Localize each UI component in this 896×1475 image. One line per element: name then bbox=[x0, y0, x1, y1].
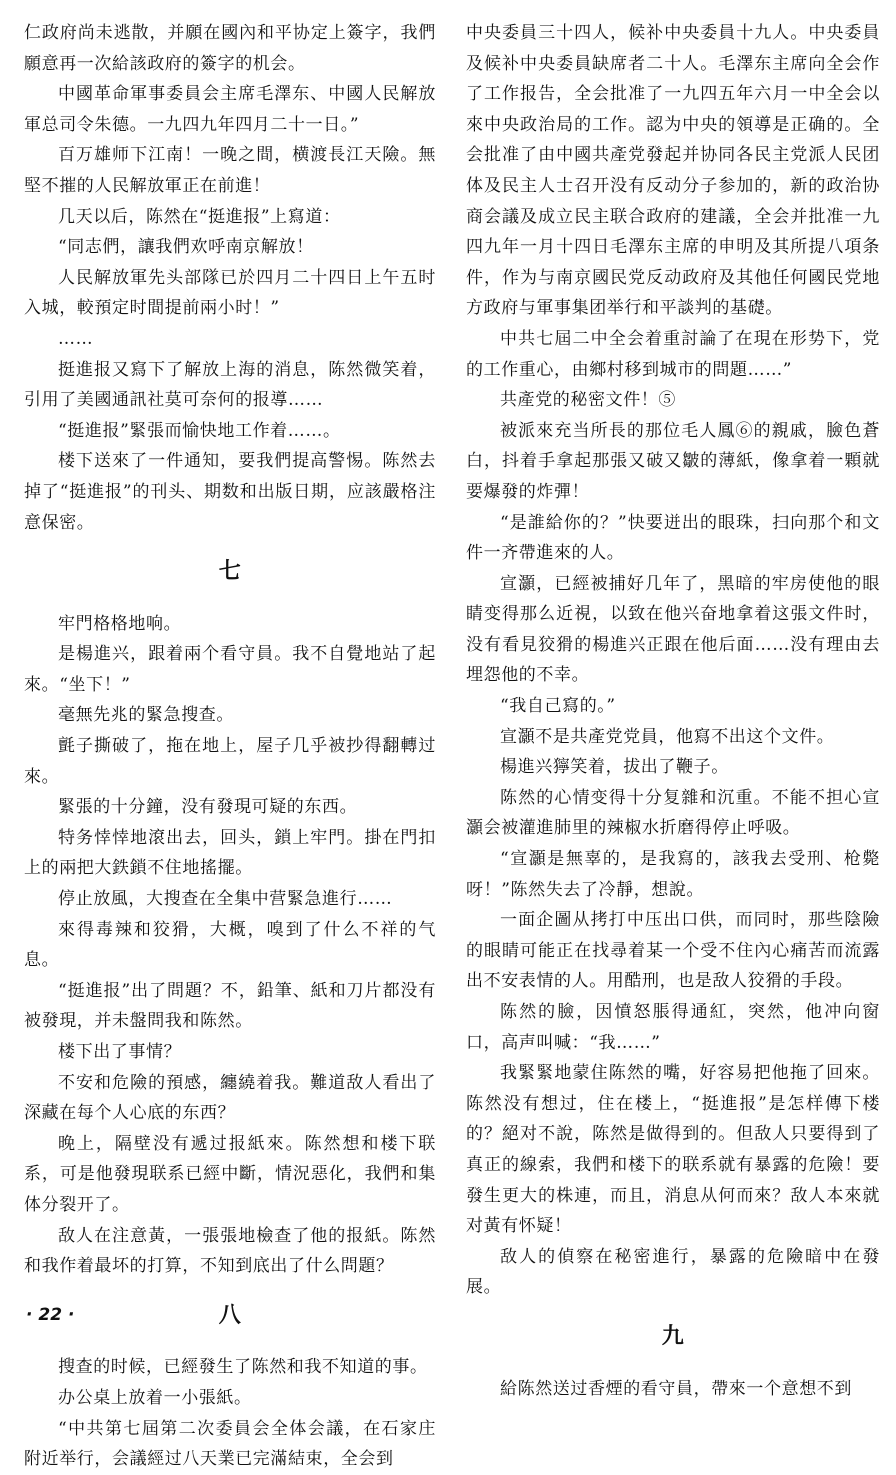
paragraph: 我緊緊地蒙住陈然的嘴，好容易把他拖了回來。陈然没有想过，住在楼上，“挺進报”是怎样傳下楼的？絕对不說，陈然是做得到的。但敌人只要得到了真正的線索，我們和楼下的联系就有暴露的危險！要發生更大的株連，而且，消息从何而來？敌人本來就对黃有怀疑！ bbox=[466, 1063, 880, 1237]
paragraph: 毫無先兆的緊急搜查。 bbox=[58, 705, 234, 726]
paragraph: “宣灝是無辜的，是我寫的，該我去受刑、枪斃呀！”陈然失去了冷靜，想說。 bbox=[466, 849, 880, 900]
paragraph: “挺進报”緊張而愉快地工作着……。 bbox=[58, 420, 341, 441]
paragraph: 楼下出了事情？ bbox=[58, 1042, 182, 1062]
paragraph: 給陈然送过香煙的看守員，帶來一个意想不到 bbox=[500, 1378, 852, 1399]
page-number: · 22 · bbox=[26, 1305, 75, 1325]
paragraph: 氈子撕破了，拖在地上，屋子几乎被抄得翻轉过來。 bbox=[24, 736, 436, 787]
paragraph: 办公桌上放着一小張紙。 bbox=[58, 1387, 252, 1408]
paragraph: 陈然的臉，因憤怒脹得通紅，突然，他冲向窗口，高声叫喊：“我……” bbox=[466, 1002, 880, 1053]
paragraph: “中共第七屆第二次委員会全体会議，在石家庄附近举行，会議經过八天業已完滿結束，全会到 bbox=[24, 1418, 436, 1470]
paragraph: 特务悻悻地滾出去，回头，鎖上牢門。掛在門扣上的兩把大鉄鎖不住地搖擺。 bbox=[24, 827, 436, 879]
paragraph: 敌人在注意黃，一張張地檢查了他的报紙。陈然和我作着最坏的打算，不知到底出了什么問題？ bbox=[24, 1225, 436, 1277]
paragraph: 緊張的十分鐘，没有發現可疑的东西。 bbox=[58, 797, 358, 818]
paragraph: 是楊進兴，跟着兩个看守員。我不自覺地站了起來。“坐下！” bbox=[24, 644, 436, 695]
paragraph: “同志們，讓我們欢呼南京解放！ bbox=[58, 237, 314, 258]
paragraph: 百万雄师下江南！一晚之間，横渡長江天險。無堅不摧的人民解放軍正在前進！ bbox=[24, 145, 436, 196]
paragraph: 敌人的偵察在秘密進行，暴露的危險暗中在發展。 bbox=[466, 1246, 880, 1298]
paragraph: 停止放風，大搜查在全集中营緊急進行…… bbox=[58, 889, 393, 910]
paragraph: “我自己寫的。” bbox=[500, 696, 616, 717]
paragraph: 宣灝不是共產党党員，他寫不出这个文件。 bbox=[500, 726, 835, 747]
paragraph: 搜查的时候，已經發生了陈然和我不知道的事。 bbox=[58, 1357, 428, 1378]
paragraph: “挺進报”出了問題？不，鉛筆、紙和刀片都没有被發現，并未盤問我和陈然。 bbox=[24, 980, 436, 1032]
right-text-column bbox=[466, 18, 880, 1404]
paragraph: 不安和危險的預感，纏繞着我。難道敌人看出了深藏在每个人心底的东西？ bbox=[24, 1072, 436, 1124]
paragraph: 晚上，隔壁没有遞过报紙來。陈然想和楼下联系，可是他發現联系已經中斷，情況惡化，我們和集体分裂开了。 bbox=[24, 1133, 436, 1215]
paragraph: …… bbox=[58, 328, 94, 349]
paragraph: 宣灝，已經被捕好几年了，黑暗的牢房使他的眼睛变得那么近視，以致在他兴奋地拿着这張文件时，没有看見狡猾的楊進兴正跟在他后面……没有理由去埋怨他的不幸。 bbox=[466, 573, 880, 686]
paragraph: 楼下送來了一件通知，要我們提高警惕。陈然去掉了“挺進报”的刊头、期数和出版日期，应該嚴格注意保密。 bbox=[24, 451, 436, 533]
section-heading: 九 bbox=[661, 1322, 685, 1349]
section-heading: 八 bbox=[218, 1301, 242, 1328]
paragraph: 中共七屆二中全会着重討論了在現在形势下，党的工作重心，由鄉村移到城市的問題……” bbox=[466, 328, 880, 380]
paragraph: 挺進报又寫下了解放上海的消息，陈然微笑着，引用了美國通訊社莫可奈何的报導…… bbox=[24, 359, 436, 411]
paragraph: 一面企圖从拷打中压出口供，而同时，那些陰險的眼睛可能正在找尋着某一个受不住內心痛苦而流露出不安表情的人。用酷刑，也是敌人狡猾的手段。 bbox=[466, 910, 880, 992]
paragraph: 牢門格格地响。 bbox=[58, 613, 182, 634]
paragraph: 共產党的秘密文件！⑤ bbox=[500, 390, 676, 411]
paragraph: 中國革命軍事委員会主席毛澤东、中國人民解放軍总司令朱德。一九四九年四月二十一日。” bbox=[24, 84, 436, 135]
paragraph: 中央委員三十四人，候补中央委員十九人。中央委員及候补中央委員缺席者二十人。毛澤东主席向全会作了工作报告，全会批准了一九四五年六月一中全会以來中央政治局的工作。認为中央的領導是正确的。全会批准了由中國共產党發起并协同各民主党派人民团体及民主人士召开没有反动分子参加的，新的政治协商会議及成立民主联合政府的建議，全会并批准一九四九年一月十四日毛澤东主席的申明及其所提八項条件，作为与南京國民党反动政府及其他任何國民党地方政府与軍事集团举行和平談判的基礎。 bbox=[466, 23, 880, 319]
left-text-column bbox=[24, 18, 436, 1475]
paragraph: 被派來充当所長的那位毛人鳳⑥的親戚，臉色蒼白，抖着手拿起那張又破又皺的薄紙，像拿着一顆就要爆發的炸彈！ bbox=[466, 420, 880, 502]
paragraph: 人民解放軍先头部隊已於四月二十四日上午五时入城，較預定时間提前兩小时！” bbox=[24, 267, 436, 319]
paragraph: 楊進兴獰笑着，拔出了鞭子。 bbox=[500, 757, 729, 778]
paragraph: “是誰給你的？”快要迸出的眼珠，扫向那个和文件一齐帶進來的人。 bbox=[466, 512, 880, 564]
paragraph: 陈然的心情变得十分复雜和沉重。不能不担心宣灝会被灌進肺里的辣椒水折磨得停止呼吸。 bbox=[466, 787, 880, 839]
paragraph: 仁政府尚未逃散，并願在國內和平协定上簽字，我們願意再一次給該政府的簽字的机会。 bbox=[24, 23, 436, 74]
paragraph: 几天以后，陈然在“挺進报”上寫道： bbox=[58, 206, 341, 227]
paragraph: 來得毒辣和狡猾，大概，嗅到了什么不祥的气息。 bbox=[24, 919, 436, 971]
section-heading: 七 bbox=[218, 558, 242, 585]
